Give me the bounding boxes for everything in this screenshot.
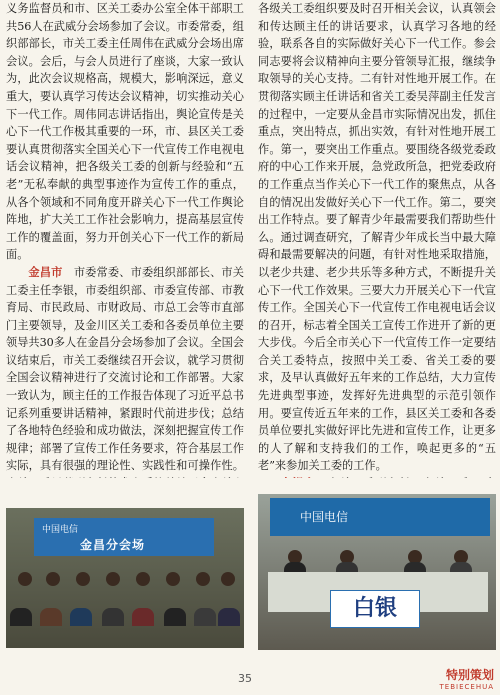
paragraph-text: 市委常委、市委组织部部长、市关工委主任李银，市委组织部、市委宣传部、市教育局、市民政局、市财政局、市总工会等市直部门主要领导，及金川区关工委和各委员单位主要领导共30多人在金昌分会场参加了会议。全国会议结束后，市关工委继续召开会议，就学习贯彻全国会议精神进行了交流讨论和工作部署。大家一致认为，顾主任的工作报告体现了习近平总书记系列重要讲话精神，紧跟时代前进步伐；总结了各地特色经验和成功做法，深刻把握宣传工作规律；部署了宣传工作任务要求，符合基层工作实际，具有很强的理论性、实践性和可操作性。 <box>6 265 244 473</box>
audience-row <box>6 604 244 626</box>
screen-brand: 中国电信 <box>300 510 349 524</box>
city-heading: 金昌市 <box>28 264 63 279</box>
section-subtitle: TEBIECEHUA <box>439 683 494 691</box>
paragraph: 各级关工委组织要及时召开相关会议，认真领会和传达顾主任的讲话要求，认真学习各地的经验，联系各自的实际做好关心下一代工作。参会同志要将会议精神向主要分管领导汇报，继续争取领导的关心支持。二有针对性地开展工作。在贯彻落实顾主任讲话和省关工委吴萍副主任发言的过程中，一定要从金昌市实际情况出发，抓住重点，突出特点，抓出实效，有针对性地开展工作。第一，要突出工作重点。要围绕各级党委政府的中心工作来开展，急党政所急，把党委政府的工作重点当作关心下一代工作的聚焦点，从各自的情况出发做好关心下一代工作。第二，要突出工作特点。要了解青少年最需要我们帮助些什么。通过调查研究，了解青少年成长当中最大障碍和最需要解决的问题，有针对性地采取措施，以老少共建、老少共乐等多种方式，不断提升关心下一代工作效果。三要大力开展关心下一代宣传工作。全国关心下一代宣传工作电视电话会议的召开，标志着全国关工宣传工作进开了新的更大步伐。今后全市关心下一代宣传工作一定要结合关工委特点，按照中关工委、省关工委的要求，及早认真做好五年来的工作总结，大力宣传先进典型事迹，发挥好先进典型的示范引领作用。要宣传近五年来的工作，县区关工委和各委员单位要扎实做好评比先进和宣传工作，让更多的人了解和支持我们的工作，唤起更多的“五老”来参加关工委的工作。 <box>258 2 496 473</box>
paragraph <box>6 264 244 478</box>
venue-banner <box>34 518 214 556</box>
projection-screen <box>270 498 490 536</box>
city-heading <box>280 476 316 478</box>
city-sign: 白银 <box>330 590 420 628</box>
paragraph: 义务监督员和市、区关工委办公室全体干部职工共56人在武威分会场参加了会议。市委常委，组织部部长，市关工委主任周伟在武威分会场出席会议。会后，与会人员进行了座谈，大家一致认为，此次会议规格高，规模大，影响深远，意义重大，要认真学习传达会议精神，切实推动关心下一代工作。周伟同志讲话指出，舆论宣传是关心下一代工作极其重要的一环，市、县区关工委要认真贯彻落实全国关心下一代宣传工作电视电话会议精神，把各级关工委的创新与经验和“五老”无私奉献的典型事迹作为宣传工作的重点，从各个领域和不同角度开辟关心下一代工作舆论阵地，扩大关工工作社会影响力，提高基层宣传工作的覆盖面，努力开创关心下一代工作的新局面。 <box>6 2 244 262</box>
meeting-photo-baiyin <box>258 494 496 650</box>
section-label <box>440 666 494 691</box>
panel-row <box>258 550 496 572</box>
paragraph <box>258 475 496 478</box>
banner-brand: 中国电信 <box>42 525 79 535</box>
page-number: 35 <box>238 672 252 685</box>
right-text-column <box>258 0 496 478</box>
left-text-column <box>6 0 244 478</box>
section-title: 特别策划 <box>445 668 494 682</box>
audience-row <box>6 572 244 594</box>
meeting-photo-jinchang <box>6 508 244 648</box>
banner-title: 金昌分会场 <box>80 538 146 552</box>
